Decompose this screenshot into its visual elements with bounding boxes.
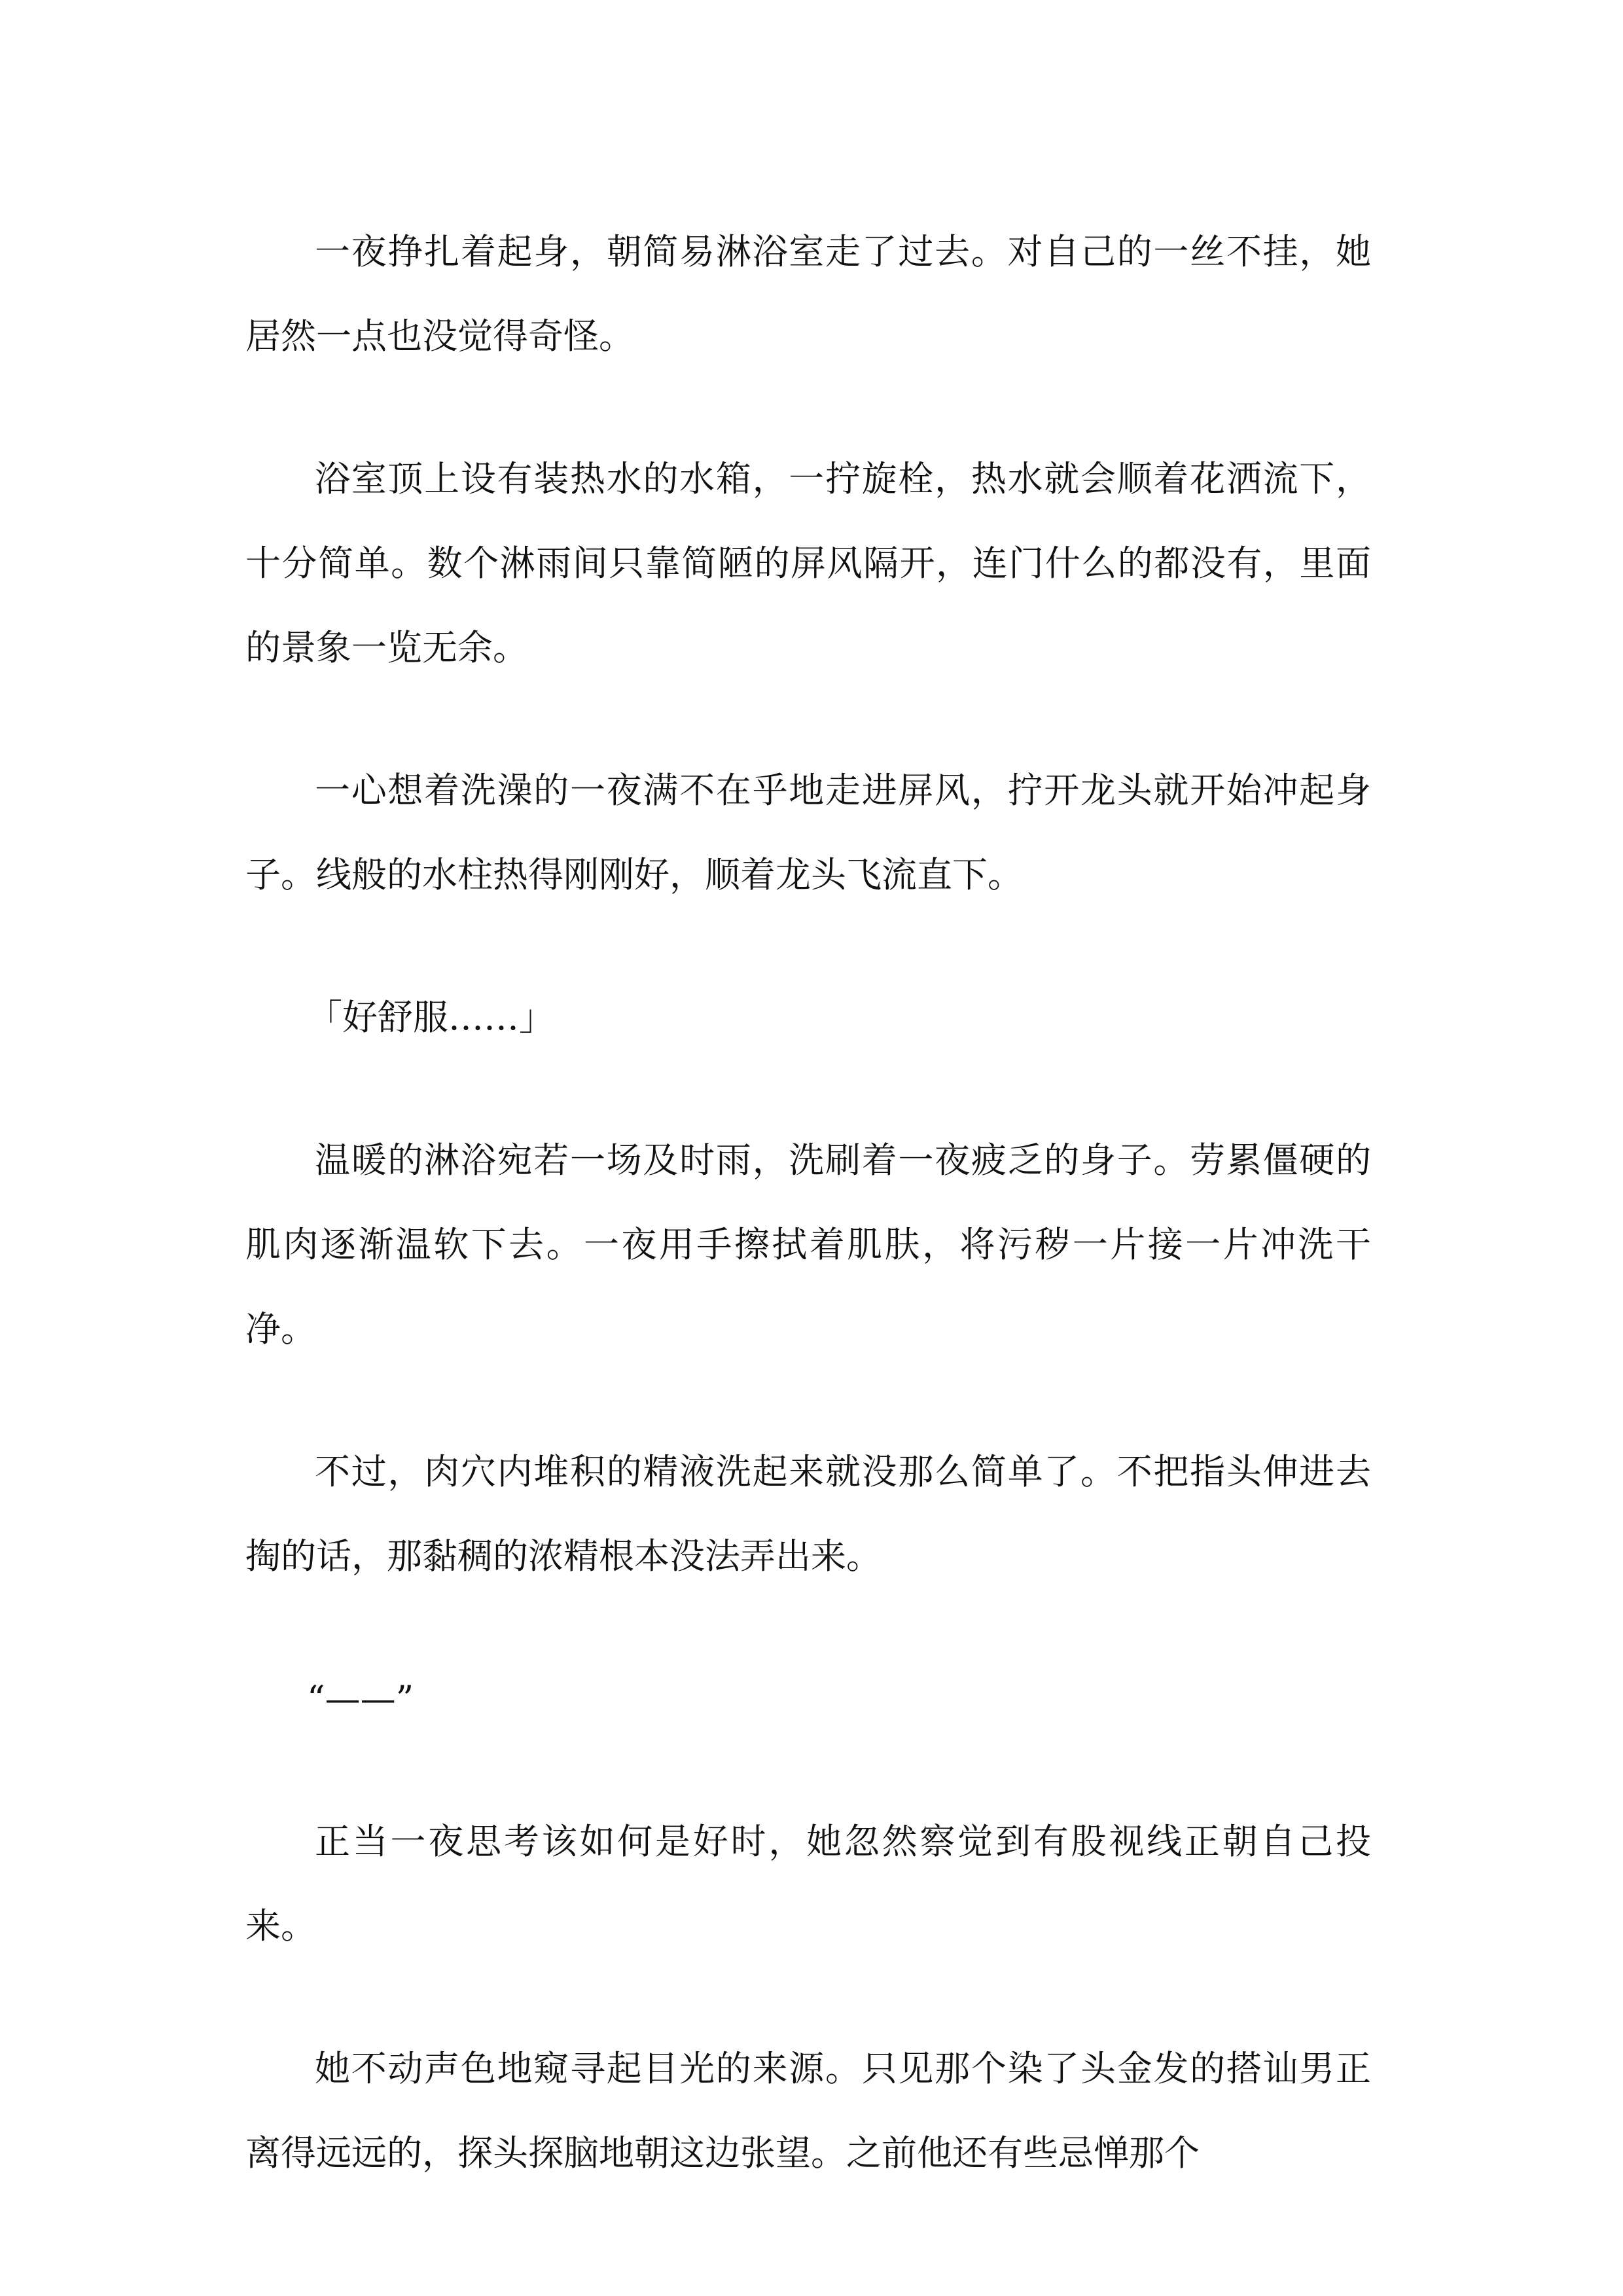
paragraph-2: 浴室顶上设有装热水的水箱，一拧旋栓，热水就会顺着花洒流下，十分简单。数个淋雨间只靠简陋的屏风隔开，连门什么的都没有，里面的景象一览无余。	[245, 458, 1371, 668]
paragraph-8: 正当一夜思考该如何是好时，她忽然察觉到有股视线正朝自己投来。	[245, 1821, 1371, 1946]
paragraph-4-dialogue: 「好舒服……」	[307, 997, 554, 1038]
document-body	[245, 209, 1371, 2253]
paragraph-3: 一心想着洗澡的一夜满不在乎地走进屏风，拧开龙头就开始冲起身子。线般的水柱热得刚刚好，顺着龙头飞流直下。	[245, 770, 1371, 895]
paragraph-1: 一夜挣扎着起身，朝简易淋浴室走了过去。对自己的一丝不挂，她居然一点也没觉得奇怪。	[245, 231, 1371, 357]
paragraph-5: 温暖的淋浴宛若一场及时雨，洗刷着一夜疲乏的身子。劳累僵硬的肌肉逐渐温软下去。一夜用手擦拭着肌肤，将污秽一片接一片冲洗干净。	[245, 1139, 1371, 1350]
paragraph-7-dialogue: “——”	[307, 1678, 414, 1719]
paragraph-6: 不过，肉穴内堆积的精液洗起来就没那么简单了。不把指头伸进去掏的话，那黏稠的浓精根本没法弄出来。	[245, 1451, 1371, 1577]
paragraph-9: 她不动声色地窥寻起目光的来源。只见那个染了头金发的搭讪男正离得远远的，探头探脑地朝这边张望。之前他还有些忌惮那个	[245, 2048, 1371, 2174]
